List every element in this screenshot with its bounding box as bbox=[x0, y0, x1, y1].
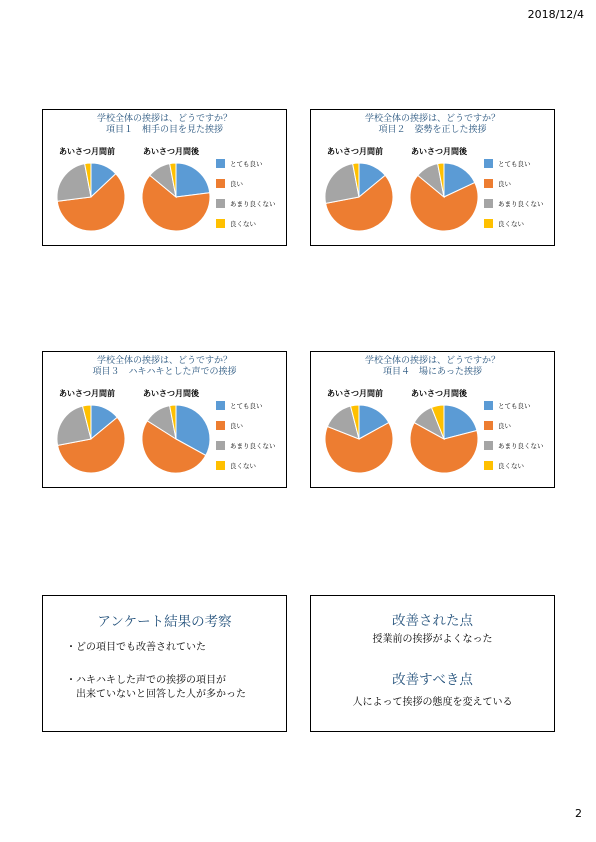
legend-swatch bbox=[484, 159, 493, 168]
legend-item bbox=[216, 178, 276, 188]
discussion-line-2: ・ハキハキした声での挨拶の項目が bbox=[66, 675, 226, 686]
chart-title-line: 項目４ 場にあった挨拶 bbox=[383, 367, 482, 377]
slide-item-1 bbox=[42, 109, 287, 246]
chart-title-line: 項目３ ハキハキとした声での挨拶 bbox=[92, 367, 237, 377]
legend-label: 良い bbox=[498, 421, 511, 430]
legend-swatch bbox=[216, 461, 225, 470]
after-label: あいさつ月間後 bbox=[411, 389, 467, 398]
before-label: あいさつ月間前 bbox=[59, 147, 115, 156]
legend-swatch bbox=[216, 401, 225, 410]
chart-title-line: 学校全体の挨拶は、どうですか？ bbox=[364, 356, 500, 366]
legend-label: あまり良くない bbox=[498, 199, 544, 208]
slide-improvements bbox=[310, 595, 555, 732]
before-label: あいさつ月間前 bbox=[59, 389, 115, 398]
legend-swatch bbox=[484, 219, 493, 228]
legend-item bbox=[216, 218, 276, 228]
legend-item bbox=[216, 400, 276, 410]
legend-item bbox=[216, 420, 276, 430]
legend-label: 良い bbox=[230, 179, 243, 188]
chart-legend bbox=[484, 158, 544, 238]
print-date: 2018/12/4 bbox=[527, 8, 584, 21]
legend-item bbox=[216, 158, 276, 168]
legend-item bbox=[484, 158, 544, 168]
legend-swatch bbox=[216, 219, 225, 228]
legend-swatch bbox=[484, 441, 493, 450]
legend-label: 良い bbox=[498, 179, 511, 188]
discussion-line-1: ・どの項目でも改善されていた bbox=[66, 642, 206, 653]
legend-item bbox=[484, 218, 544, 228]
legend-swatch bbox=[484, 461, 493, 470]
slide-item-2 bbox=[310, 109, 555, 246]
legend-label: とても良い bbox=[230, 159, 263, 168]
legend-swatch bbox=[484, 179, 493, 188]
legend-item bbox=[216, 460, 276, 470]
legend-item bbox=[216, 440, 276, 450]
chart-title-line: 学校全体の挨拶は、どうですか？ bbox=[96, 114, 232, 124]
legend-label: 良くない bbox=[498, 461, 524, 470]
legend-swatch bbox=[484, 401, 493, 410]
legend-label: 良くない bbox=[230, 219, 256, 228]
slide-discussion bbox=[42, 595, 287, 732]
after-label: あいさつ月間後 bbox=[411, 147, 467, 156]
legend-item bbox=[484, 400, 544, 410]
legend-label: 良くない bbox=[230, 461, 256, 470]
legend-item bbox=[484, 420, 544, 430]
slide-item-4 bbox=[310, 351, 555, 488]
legend-swatch bbox=[216, 421, 225, 430]
slide-item-3 bbox=[42, 351, 287, 488]
page-number: 2 bbox=[575, 807, 582, 820]
discussion-title: アンケート結果の考察 bbox=[97, 614, 232, 630]
before-label: あいさつ月間前 bbox=[327, 389, 383, 398]
legend-swatch bbox=[484, 421, 493, 430]
chart-legend bbox=[484, 400, 544, 480]
legend-item bbox=[216, 198, 276, 208]
after-label: あいさつ月間後 bbox=[143, 147, 199, 156]
legend-swatch bbox=[216, 199, 225, 208]
chart-title-line: 項目２ 姿勢を正した挨拶 bbox=[378, 125, 487, 135]
chart-title-line: 学校全体の挨拶は、どうですか？ bbox=[96, 356, 232, 366]
to-improve-heading: 改善すべき点 bbox=[392, 672, 473, 688]
discussion-line-3: 出来ていないと回答した人が多かった bbox=[66, 689, 246, 700]
legend-swatch bbox=[216, 179, 225, 188]
legend-swatch bbox=[216, 159, 225, 168]
chart-legend bbox=[216, 400, 276, 480]
legend-label: あまり良くない bbox=[230, 199, 276, 208]
legend-label: 良くない bbox=[498, 219, 524, 228]
chart-title-line: 項目１ 相手の目を見た挨拶 bbox=[105, 125, 223, 135]
legend-label: とても良い bbox=[230, 401, 263, 410]
legend-item bbox=[484, 198, 544, 208]
legend-label: あまり良くない bbox=[498, 441, 544, 450]
legend-swatch bbox=[216, 441, 225, 450]
legend-label: あまり良くない bbox=[230, 441, 276, 450]
legend-swatch bbox=[484, 199, 493, 208]
chart-title-line: 学校全体の挨拶は、どうですか？ bbox=[364, 114, 500, 124]
improved-heading: 改善された点 bbox=[392, 613, 473, 629]
improved-text: 授業前の挨拶がよくなった bbox=[372, 634, 493, 645]
legend-item bbox=[484, 460, 544, 470]
legend-label: 良い bbox=[230, 421, 243, 430]
to-improve-text: 人によって挨拶の態度を変えている bbox=[352, 697, 513, 708]
after-label: あいさつ月間後 bbox=[143, 389, 199, 398]
legend-item bbox=[484, 178, 544, 188]
before-label: あいさつ月間前 bbox=[327, 147, 383, 156]
legend-label: とても良い bbox=[498, 401, 531, 410]
legend-label: とても良い bbox=[498, 159, 531, 168]
pie-slice-very-good bbox=[176, 163, 210, 197]
chart-legend bbox=[216, 158, 276, 238]
legend-item bbox=[484, 440, 544, 450]
